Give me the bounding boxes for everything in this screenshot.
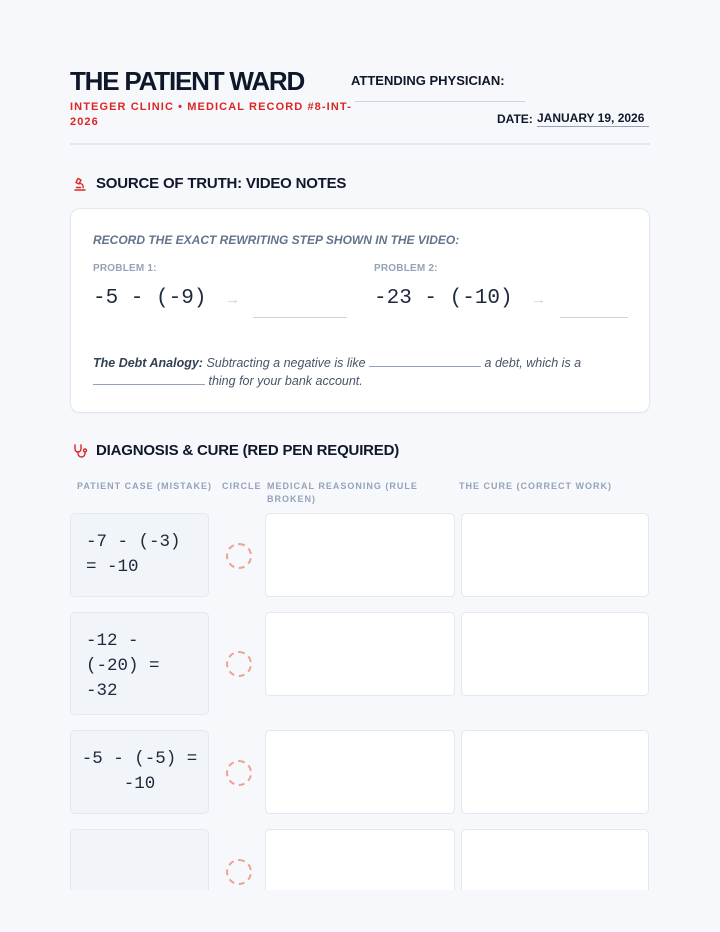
patient-case-3: -5 - (-5) = -10 (70, 730, 209, 814)
cure-box-1[interactable] (461, 513, 649, 597)
record-subtitle: INTEGER CLINIC • MEDICAL RECORD #8-INT-2026 (70, 101, 352, 128)
microscope-icon (72, 176, 88, 192)
problem-2-expression: -23 - (-10) (374, 287, 513, 310)
reasoning-box-4[interactable] (265, 829, 455, 890)
diagnosis-heading (72, 442, 399, 459)
arrow-right-icon: → (225, 291, 240, 308)
cure-box-3[interactable] (461, 730, 649, 814)
problem-2-label: PROBLEM 2: (374, 263, 438, 274)
stethoscope-icon (72, 443, 88, 459)
debt-analogy (93, 354, 613, 390)
problem-2-answer-field[interactable] (560, 317, 628, 318)
page-title: THE PATIENT WARD (70, 66, 305, 96)
reasoning-box-2[interactable] (265, 612, 455, 696)
header-divider (70, 143, 650, 145)
circle-mark-1[interactable] (226, 543, 252, 569)
col-header-reasoning: MEDICAL REASONING (RULE BROKEN) (267, 481, 418, 504)
video-notes-heading (72, 175, 346, 192)
analogy-text-2: a debt, which is a (484, 356, 582, 370)
analogy-text-3: thing for your bank account. (208, 374, 363, 388)
date-value: JANUARY 19, 2026 (537, 111, 649, 127)
circle-mark-4[interactable] (226, 859, 252, 885)
physician-field[interactable] (355, 101, 525, 102)
arrow-right-icon: → (531, 291, 546, 308)
physician-label: ATTENDING PHYSICIAN: (351, 73, 505, 88)
reasoning-box-1[interactable] (265, 513, 455, 597)
cure-box-2[interactable] (461, 612, 649, 696)
video-notes-card (70, 208, 650, 413)
date-label: DATE: (497, 112, 533, 126)
circle-mark-2[interactable] (226, 651, 252, 677)
col-header-cure: THE CURE (CORRECT WORK) (459, 481, 612, 491)
col-header-case: PATIENT CASE (MISTAKE) (77, 481, 212, 491)
diagnosis-title: DIAGNOSIS & CURE (RED PEN REQUIRED) (96, 442, 400, 459)
problem-1-expression: -5 - (-9) (93, 287, 207, 310)
analogy-blank-2[interactable] (93, 383, 205, 385)
video-notes-title: SOURCE OF TRUTH: VIDEO NOTES (96, 175, 347, 192)
analogy-text-1: Subtracting a negative is like (206, 356, 366, 370)
reasoning-box-3[interactable] (265, 730, 455, 814)
cure-box-4[interactable] (461, 829, 649, 890)
patient-case-2: -12 - (-20) = -32 (70, 612, 209, 715)
problem-1-answer-field[interactable] (253, 317, 347, 318)
notes-instruction: RECORD THE EXACT REWRITING STEP SHOWN IN THE VIDEO: (93, 233, 460, 247)
problem-1-label: PROBLEM 1: (93, 263, 157, 274)
analogy-lead: The Debt Analogy: (93, 356, 203, 370)
patient-case-4 (70, 829, 209, 890)
col-header-circle: CIRCLE (222, 481, 262, 491)
analogy-blank-1[interactable] (369, 365, 481, 367)
patient-case-1: -7 - (-3) = -10 (70, 513, 209, 597)
circle-mark-3[interactable] (226, 760, 252, 786)
